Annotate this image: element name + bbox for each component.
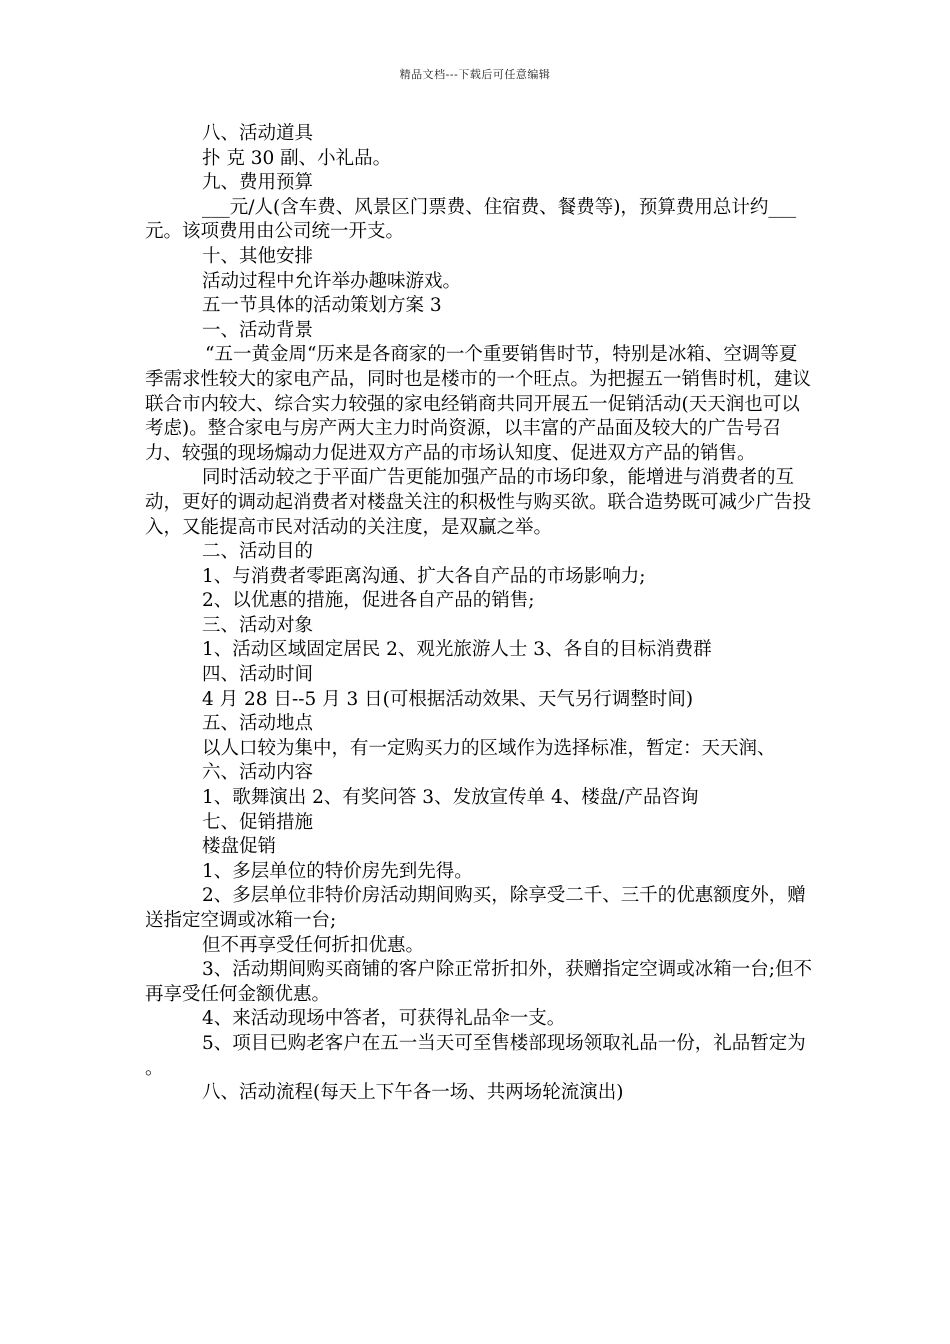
section-heading: 八、活动道具 <box>202 123 314 144</box>
paragraph: 1、活动区域固定居民 2、观光旅游人士 3、各自的目标消费群 <box>202 639 712 661</box>
section-heading: 八、活动流程(每天上下午各一场、共两场轮流演出) <box>202 1082 624 1104</box>
list-item: 1、与消费者零距离沟通、扩大各自产品的市场影响力; <box>202 565 646 587</box>
section-heading: 一、活动背景 <box>202 319 314 341</box>
paragraph: 1、歌舞演出 2、有奖问答 3、发放宣传单 4、楼盘/产品咨询 <box>202 787 699 809</box>
document-subtitle: 五一节具体的活动策划方案 3 <box>202 295 442 317</box>
list-item: 3、活动期间购买商铺的客户除正常折扣外，获赠指定空调或冰箱一台;但不再享受任何金额优惠。 <box>145 959 813 1005</box>
section-heading: 五、活动地点 <box>202 713 314 735</box>
paragraph: ___元/人(含车费、风景区门票费、住宿费、餐费等)，预算费用总计约___元。该项费用由公司统一开支。 <box>145 196 797 243</box>
list-item: 2、以优惠的措施，促进各自产品的销售; <box>202 590 535 612</box>
list-item: 5、项目已购老客户在五一当天可至售楼部现场领取礼品一份，礼品暂定为 。 <box>145 1032 806 1079</box>
list-item: 2、多层单位非特价房活动期间购买，除享受二千、三千的优惠额度外，赠送指定空调或冰箱一台; <box>145 885 806 931</box>
document-body <box>145 122 813 1106</box>
page-header: 精品文档---下载后可任意编辑 <box>399 68 551 81</box>
section-heading: 二、活动目的 <box>202 541 314 563</box>
section-heading: 十、其他安排 <box>202 245 314 267</box>
paragraph: “五一黄金周“历来是各商家的一个重要销售时节，特别是冰箱、空调等夏季需求性较大的家电产品，同时也是楼市的一个旺点。为把握五一销售时机，建议联合市内较大、综合实力较强的家电经销商共同开展五一促销活动(天天润也可以考虑)。整合家电与房产两大主力时尚资源，以丰富的产品面及较大的广告号召力、较强的现场煽动力促进双方产品的市场认知度、促进双方产品的销售。 <box>145 344 812 464</box>
list-item: 1、多层单位的特价房先到先得。 <box>202 860 473 882</box>
subheading: 楼盘促销 <box>202 836 277 858</box>
paragraph: 扑 克 30 副、小礼品。 <box>202 147 392 169</box>
section-heading: 三、活动对象 <box>202 614 314 636</box>
paragraph: 但不再享受任何折扣优惠。 <box>202 934 425 956</box>
section-heading: 六、活动内容 <box>202 762 314 784</box>
paragraph: 活动过程中允许举办趣味游戏。 <box>202 270 462 292</box>
paragraph: 以人口较为集中，有一定购买力的区域作为选择标准，暂定：天天润、 <box>202 737 776 759</box>
paragraph: 同时活动较之于平面广告更能加强产品的市场印象，能增进与消费者的互动，更好的调动起消费者对楼盘关注的积极性与购买欲。联合造势既可减少广告投入，又能提高市民对活动的关注度，是双赢之举。 <box>145 467 812 538</box>
paragraph: 4 月 28 日--5 月 3 日(可根据活动效果、天气另行调整时间) <box>202 688 694 710</box>
section-heading: 七、促销措施 <box>202 811 314 833</box>
section-heading: 四、活动时间 <box>202 664 314 686</box>
list-item: 4、来活动现场中答者，可获得礼品伞一支。 <box>202 1008 566 1030</box>
section-heading: 九、费用预算 <box>202 172 314 194</box>
